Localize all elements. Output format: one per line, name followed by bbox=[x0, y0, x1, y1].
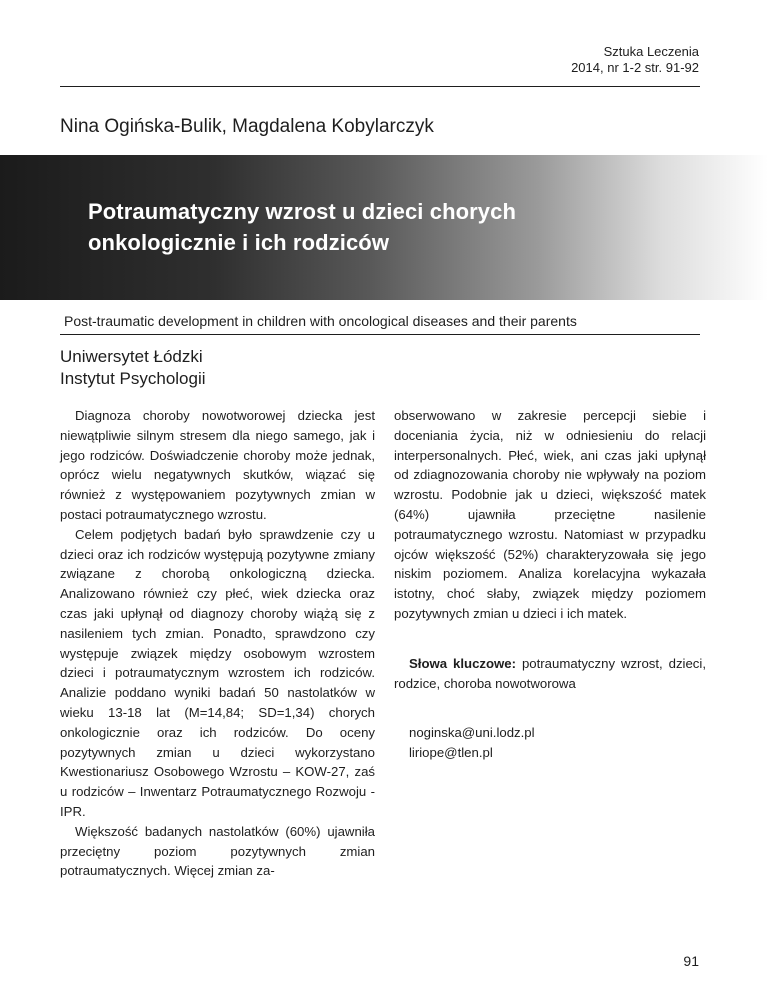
contact-emails bbox=[394, 723, 706, 763]
abstract-paragraph-3 bbox=[60, 822, 375, 881]
abstract-paragraph-3-start: Większość badanych nastolatków (60%) ujawniła przeciętny poziom pozytywnych zmian potraumatycznych. Więcej zmian za- bbox=[60, 823, 375, 879]
english-title: Post-traumatic development in children with oncological diseases and their parents bbox=[64, 313, 577, 329]
affiliation-institute: Instytut Psychologii bbox=[60, 369, 206, 388]
keywords-text: potraumatyczny wzrost, dzieci, rodzice, choroba nowotworowa bbox=[394, 655, 706, 691]
title-line-1: Potraumatyczny wzrost u dzieci chorych bbox=[88, 199, 517, 224]
abstract-left-column bbox=[60, 406, 375, 881]
journal-name: Sztuka Leczenia bbox=[603, 44, 699, 59]
authors: Nina Ogińska-Bulik, Magdalena Kobylarczyk bbox=[60, 116, 434, 137]
email-1[interactable]: noginska@uni.lodz.pl bbox=[409, 725, 535, 741]
page-number: 91 bbox=[683, 953, 699, 969]
subtitle-rule bbox=[60, 334, 700, 335]
affiliation-university: Uniwersytet Łódzki bbox=[60, 347, 203, 366]
abstract-paragraph-2: Celem podjętych badań było sprawdzenie czy u dzieci oraz ich rodziców występują pozytywne zmiany związane z chorobą onkologiczną dziecka. Analizowano również czy płeć, wiek dziecka oraz czas jaki upłynął od diagnozy choroby wiążą się z nasileniem tych zmian. Ponadto, sprawdzono czy występuje związek między osobowym wzrostem dzieci i potraumatycznym wzrostem ich rodziców. Analizie poddano wyniki badań 50 nastolatków w wieku 13-18 lat (M=14,84; SD=1,34) chorych onkologicznie oraz ich rodziców. Do oceny pozytywnych zmian u dzieci wykorzystano Kwestionariusz Osobowego Wzrostu – KOW-27, zaś u rodziców – Inwentarz Potraumatycznego Rozwoju - IPR. bbox=[60, 526, 375, 819]
title-line-2: onkologicznie i ich rodziców bbox=[88, 230, 390, 255]
abstract-paragraph-3-end: obserwowano w zakresie percepcji siebie i doceniania życia, niż w odniesieniu do relacji interpersonalnych. Płeć, wiek, ani czas jaki upłynął od zdiagnozowania choroby nie wpływały na poziom wzrostu. Podobnie jak u dzieci, większość matek (64%) ujawniła przeciętne nasilenie potraumatycznego wzrostu. Natomiast w przypadku ojców większość (52%) charakteryzowała się jego niskim poziomem. Analiza korelacyjna wykazała istotny, choć słaby, związek między poziomem pozytywnych zmian u dzieci i ich matek. bbox=[394, 408, 706, 621]
article-title bbox=[88, 196, 516, 258]
keywords-label: Słowa kluczowe: bbox=[409, 655, 517, 671]
abstract-paragraph-1: Diagnoza choroby nowotworowej dziecka jest niewątpliwie silnym stresem dla niego samego, jak i jego rodziców. Doświadczenie choroby może jednak, oprócz wielu negatywnych skutków, wiązać się również z występowaniem pozytywnych zmian w postaci potraumatycznego wzrostu. bbox=[60, 408, 375, 522]
journal-issue: 2014, nr 1-2 str. 91-92 bbox=[571, 60, 699, 75]
header-rule bbox=[60, 86, 700, 87]
abstract-paragraph-3-continued bbox=[394, 406, 706, 624]
journal-header bbox=[571, 44, 699, 76]
keywords bbox=[394, 654, 706, 694]
affiliation bbox=[60, 346, 206, 390]
abstract-right-column bbox=[394, 406, 706, 763]
email-2[interactable]: liriope@tlen.pl bbox=[409, 745, 493, 761]
